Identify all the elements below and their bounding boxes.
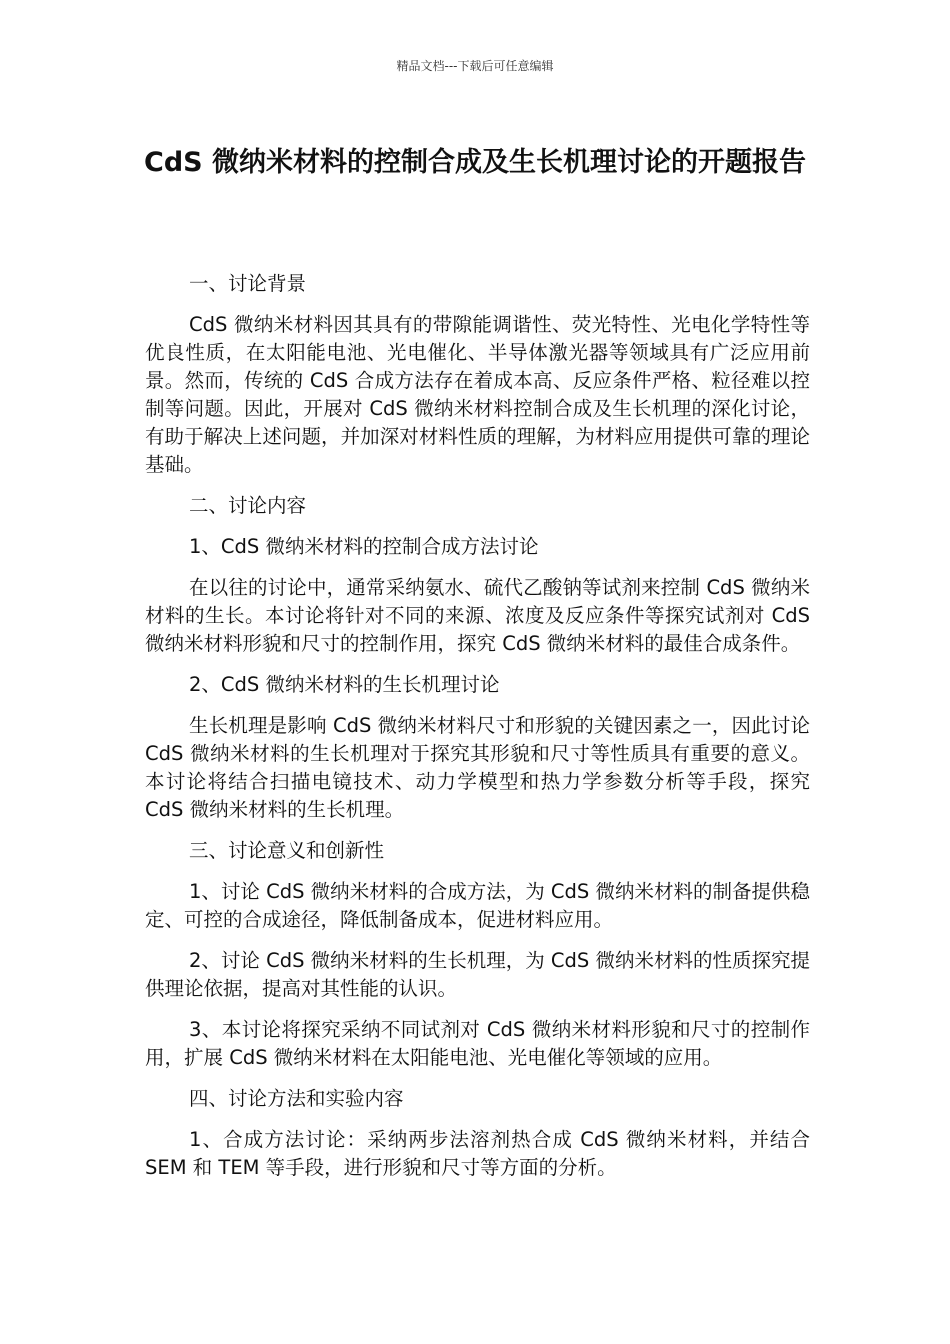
section-heading-significance: 三、讨论意义和创新性 (189, 839, 385, 862)
header-note: 精品文档---下载后可任意编辑 (396, 59, 554, 73)
paragraph-significance-3: 3、本讨论将探究采纳不同试剂对 CdS 微纳米材料形貌和尺寸的控制作用，扩展 CdS 微纳米材料在太阳能电池、光电催化等领域的应用。 (145, 1018, 810, 1069)
subheading-synthesis-method: 1、CdS 微纳米材料的控制合成方法讨论 (189, 535, 539, 558)
paragraph-significance-1: 1、讨论 CdS 微纳米材料的合成方法，为 CdS 微纳米材料的制备提供稳定、可控的合成途径，降低制备成本，促进材料应用。 (145, 880, 810, 931)
section-heading-background: 一、讨论背景 (189, 272, 307, 295)
subheading-growth-mechanism: 2、CdS 微纳米材料的生长机理讨论 (189, 673, 500, 696)
paragraph-methods-1: 1、合成方法讨论：采纳两步法溶剂热合成 CdS 微纳米材料，并结合 SEM 和 TEM 等手段，进行形貌和尺寸等方面的分析。 (145, 1128, 810, 1179)
paragraph-synthesis-method: 在以往的讨论中，通常采纳氨水、硫代乙酸钠等试剂来控制 CdS 微纳米材料的生长。本讨论将针对不同的来源、浓度及反应条件等探究试剂对 CdS 微纳米材料形貌和尺寸的控制作用，探究 CdS 微纳米材料的最佳合成条件。 (145, 576, 810, 655)
section-heading-methods: 四、讨论方法和实验内容 (189, 1087, 404, 1110)
paragraph-background: CdS 微纳米材料因其具有的带隙能调谐性、荧光特性、光电化学特性等优良性质，在太阳能电池、光电催化、半导体激光器等领域具有广泛应用前景。然而，传统的 CdS 合成方法存在着成本高、反应条件严格、粒径难以控制等问题。因此，开展对 CdS 微纳米材料控制合成及生长机理的深化讨论，有助于解决上述问题，并加深对材料性质的理解，为材料应用提供可靠的理论基础。 (145, 313, 810, 476)
section-heading-content: 二、讨论内容 (189, 494, 307, 517)
paragraph-significance-2: 2、讨论 CdS 微纳米材料的生长机理，为 CdS 微纳米材料的性质探究提供理论依据，提高对其性能的认识。 (145, 949, 810, 1000)
paragraph-growth-mechanism: 生长机理是影响 CdS 微纳米材料尺寸和形貌的关键因素之一，因此讨论 CdS 微纳米材料的生长机理对于探究其形貌和尺寸等性质具有重要的意义。本讨论将结合扫描电镜技术、动力学模型和热力学参数分析等手段，探究 CdS 微纳米材料的生长机理。 (145, 714, 810, 821)
document-body (145, 270, 810, 1195)
document-title: CdS 微纳米材料的控制合成及生长机理讨论的开题报告 (144, 147, 806, 178)
